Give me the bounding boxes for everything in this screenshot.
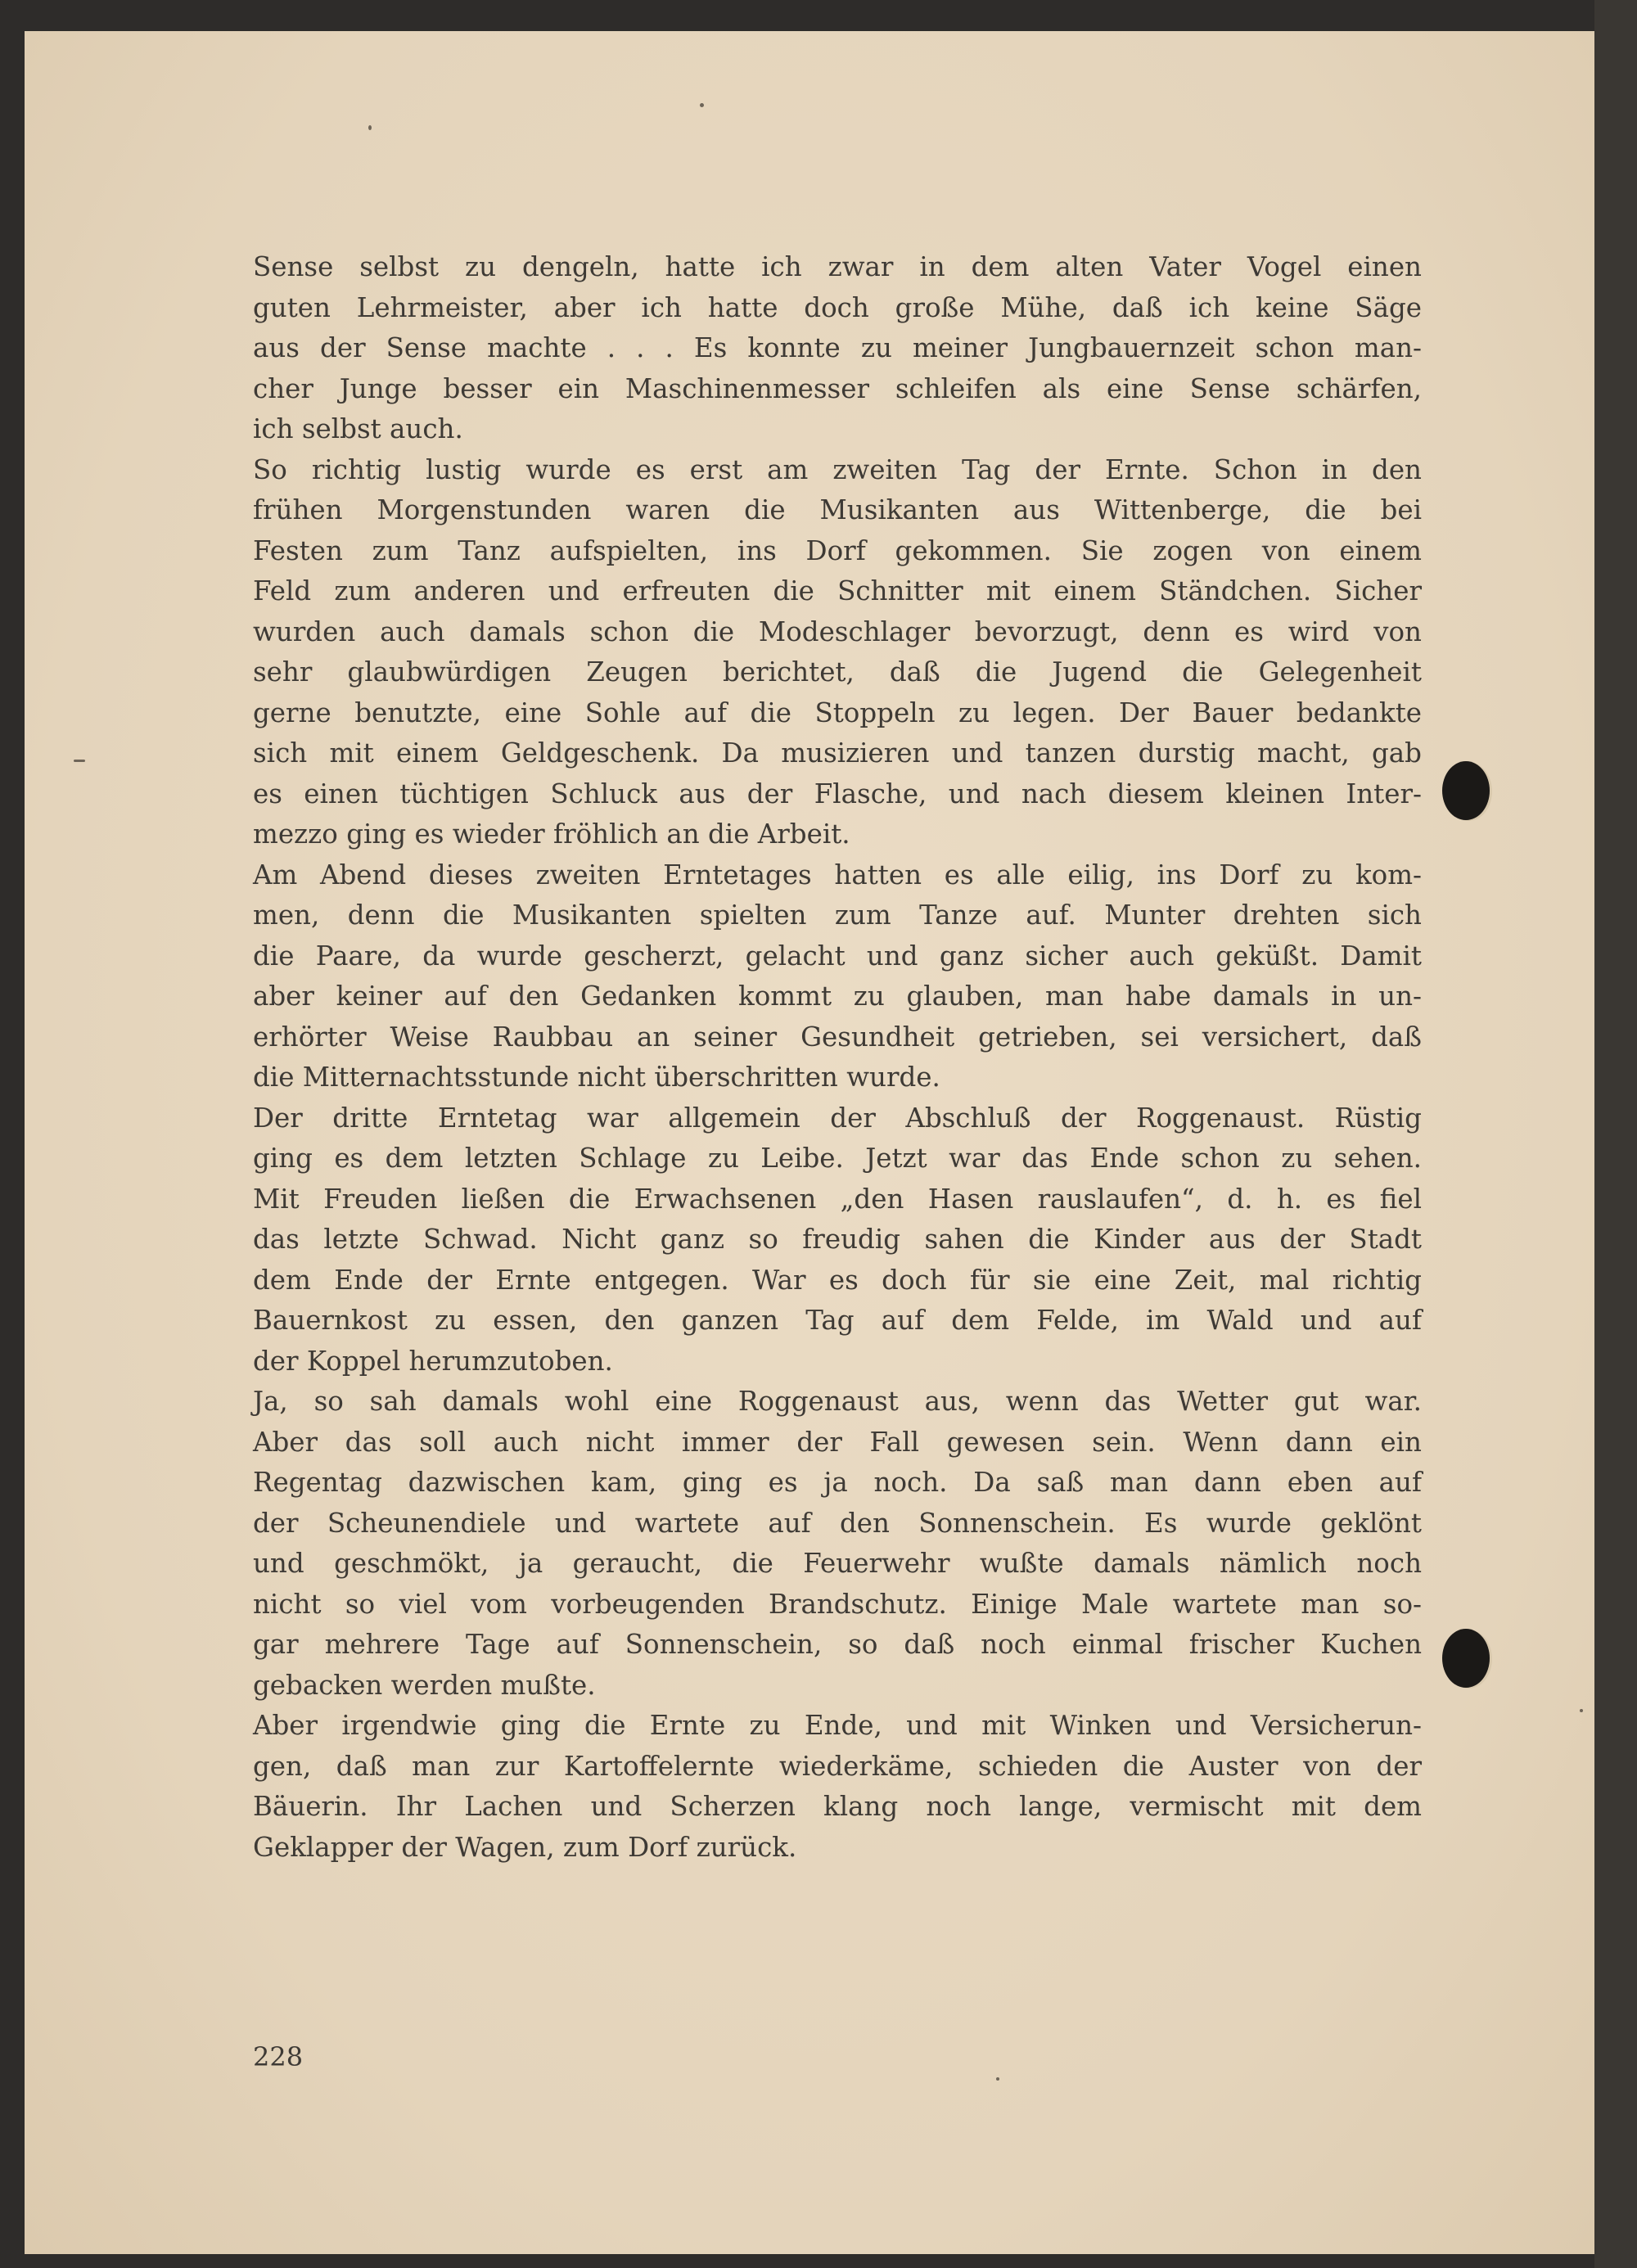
text-line: men, denn die Musikanten spielten zum Tanze auf. Munter drehten sich: [253, 900, 1422, 931]
text-line: dem Ende der Ernte entgegen. War es doch für sie eine Zeit, mal richtig: [253, 1264, 1422, 1296]
text-line: aus der Sense machte . . . Es konnte zu meiner Jungbauernzeit schon man-: [253, 332, 1422, 363]
text-line: Am Abend dieses zweiten Erntetages hatten es alle eilig, ins Dorf zu kom-: [253, 859, 1422, 891]
text-line: wurden auch damals schon die Modeschlager bevorzugt, denn es wird von: [253, 615, 1422, 647]
text-line: Festen zum Tanz aufspielten, ins Dorf gekommen. Sie zogen von einem: [253, 534, 1422, 566]
text-line: ging es dem letzten Schlage zu Leibe. Jetzt war das Ende schon zu sehen.: [253, 1143, 1422, 1174]
text-line: So richtig lustig wurde es erst am zweiten Tag der Ernte. Schon in den: [253, 453, 1422, 485]
text-line: Ja, so sah damals wohl eine Roggenaust aus, wenn das Wetter gut war.: [253, 1386, 1422, 1417]
text-line: aber keiner auf den Gedanken kommt zu glauben, man habe damals in un-: [253, 981, 1422, 1012]
punch-hole: [1442, 761, 1490, 820]
paragraph: [253, 450, 1422, 855]
body-text: [253, 247, 1422, 1868]
punch-hole: [1442, 1629, 1490, 1688]
paper-speck: [996, 2077, 999, 2081]
text-line: es einen tüchtigen Schluck aus der Flasche, und nach diesem kleinen Inter-: [253, 778, 1422, 809]
paragraph: [253, 1382, 1422, 1706]
text-line: sich mit einem Geldgeschenk. Da musizieren und tanzen durstig macht, gab: [253, 737, 1422, 769]
paper-speck: [700, 103, 704, 107]
paragraph: [253, 1706, 1422, 1868]
paragraph: [253, 1098, 1422, 1382]
paper-speck: [368, 125, 372, 130]
paragraph: [253, 855, 1422, 1098]
text-line: die Paare, da wurde gescherzt, gelacht und ganz sicher auch geküßt. Damit: [253, 940, 1422, 972]
text-line: gar mehrere Tage auf Sonnenschein, so daß noch einmal frischer Kuchen: [253, 1629, 1422, 1660]
text-line: frühen Morgenstunden waren die Musikanten aus Wittenberge, die bei: [253, 494, 1422, 525]
text-line: nicht so viel vom vorbeugenden Brandschutz. Einige Male wartete man so-: [253, 1588, 1422, 1620]
paper-speck: [1580, 1709, 1583, 1712]
text-line: erhörter Weise Raubbau an seiner Gesundheit getrieben, sei versichert, daß: [253, 1021, 1422, 1053]
text-line: Sense selbst zu dengeln, hatte ich zwar in dem alten Vater Vogel einen: [253, 251, 1422, 282]
text-line: sehr glaubwürdigen Zeugen berichtet, daß die Jugend die Gelegenheit: [253, 656, 1422, 688]
text-line: mezzo ging es wieder fröhlich an die Arbeit.: [253, 818, 850, 850]
text-line: Aber irgendwie ging die Ernte zu Ende, und mit Winken und Versicherun-: [253, 1710, 1422, 1741]
text-line: Regentag dazwischen kam, ging es ja noch. Da saß man dann eben auf: [253, 1467, 1422, 1498]
text-line: guten Lehrmeister, aber ich hatte doch große Mühe, daß ich keine Säge: [253, 291, 1422, 323]
paper-speck: [74, 760, 85, 762]
paragraph: [253, 247, 1422, 450]
scan-border: [1594, 0, 1637, 2268]
text-line: gerne benutzte, eine Sohle auf die Stoppeln zu legen. Der Bauer bedankte: [253, 697, 1422, 728]
text-line: Der dritte Erntetag war allgemein der Abschluß der Roggenaust. Rüstig: [253, 1102, 1422, 1134]
text-line: das letzte Schwad. Nicht ganz so freudig sahen die Kinder aus der Stadt: [253, 1224, 1422, 1255]
text-line: Geklapper der Wagen, zum Dorf zurück.: [253, 1831, 797, 1863]
text-line: cher Junge besser ein Maschinenmesser schleifen als eine Sense schärfen,: [253, 372, 1422, 404]
text-line: Bauernkost zu essen, den ganzen Tag auf dem Felde, im Wald und auf: [253, 1305, 1422, 1336]
text-line: Aber das soll auch nicht immer der Fall gewesen sein. Wenn dann ein: [253, 1426, 1422, 1458]
page-number: 228: [253, 2041, 304, 2072]
text-line: gen, daß man zur Kartoffelernte wiederkäme, schieden die Auster von der: [253, 1750, 1422, 1782]
text-line: Mit Freuden ließen die Erwachsenen „den Hasen rauslaufen“, d. h. es fiel: [253, 1183, 1422, 1215]
text-line: der Scheunendiele und wartete auf den Sonnenschein. Es wurde geklönt: [253, 1507, 1422, 1539]
text-line: der Koppel herumzutoben.: [253, 1345, 613, 1377]
text-line: ich selbst auch.: [253, 413, 463, 444]
text-line: und geschmökt, ja geraucht, die Feuerwehr wußte damals nämlich noch: [253, 1548, 1422, 1579]
text-line: die Mitternachtsstunde nicht überschritten wurde.: [253, 1062, 940, 1093]
text-line: Feld zum anderen und erfreuten die Schnitter mit einem Ständchen. Sicher: [253, 575, 1422, 606]
text-line: Bäuerin. Ihr Lachen und Scherzen klang noch lange, vermischt mit dem: [253, 1791, 1422, 1822]
text-line: gebacken werden mußte.: [253, 1669, 596, 1701]
